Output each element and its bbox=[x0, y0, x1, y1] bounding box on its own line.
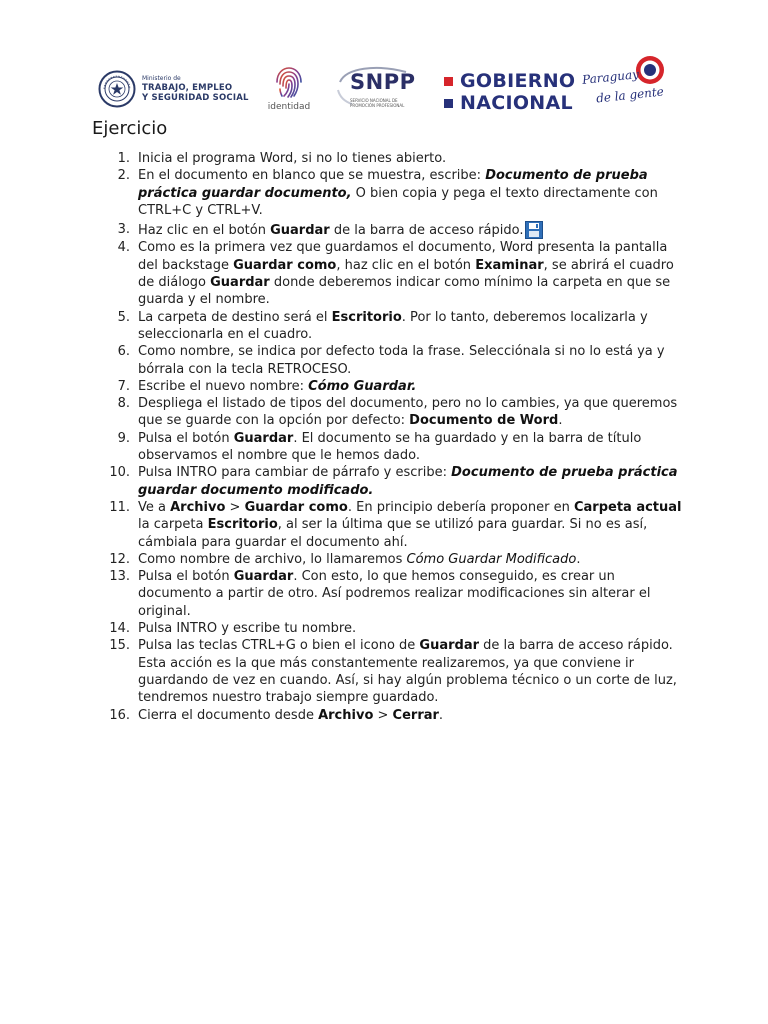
snpp-subtitle: SERVICIO NACIONAL DE PROMOCIÓN PROFESIONAL bbox=[350, 98, 405, 108]
list-item-text bbox=[138, 499, 682, 551]
ministry-line2: Y SEGURIDAD SOCIAL bbox=[142, 93, 249, 103]
list-item bbox=[92, 221, 682, 239]
list-item-text bbox=[138, 309, 682, 344]
bold-term: Carpeta actual bbox=[573, 499, 682, 515]
gobierno-line2: NACIONAL bbox=[460, 92, 573, 114]
paraguay-line1: Paraguay bbox=[581, 67, 640, 87]
list-item bbox=[92, 707, 682, 724]
bold-term: Guardar como bbox=[233, 257, 337, 273]
blue-square-icon bbox=[444, 99, 453, 108]
text-run: . El documento se ha guardado y en la barra de título observamos el nombre que le hemos dado. bbox=[138, 430, 642, 464]
gobierno-nacional-logo bbox=[444, 70, 575, 114]
bold-term: Escritorio bbox=[331, 309, 402, 325]
emphasis-text: Documento de prueba práctica guardar documento, bbox=[138, 168, 648, 201]
instruction-list bbox=[92, 150, 682, 724]
text-run: Pulsa las teclas CTRL+G o bien el icono de bbox=[138, 638, 420, 654]
bold-term: Archivo bbox=[318, 707, 374, 723]
bold-term: Guardar bbox=[210, 275, 270, 291]
fingerprint-icon bbox=[272, 64, 306, 100]
text-run: , haz clic en el botón bbox=[336, 257, 476, 273]
ministry-prefix: Ministerio de bbox=[142, 75, 181, 82]
list-item-number: 5. bbox=[117, 309, 130, 325]
italic-term: Cómo Guardar Modificado bbox=[406, 551, 577, 567]
bold-term: Escritorio bbox=[207, 517, 278, 533]
text-run: . bbox=[576, 551, 581, 567]
bold-term: Archivo bbox=[170, 499, 226, 515]
list-item bbox=[92, 309, 682, 344]
list-item-text bbox=[138, 167, 682, 219]
list-item bbox=[92, 620, 682, 637]
list-item bbox=[92, 395, 682, 430]
text-run: . Con esto, lo que hemos conseguido, es crear un documento a partir de otro. Así podremos realizar modificaciones sin alterar el original. bbox=[138, 569, 651, 619]
list-item bbox=[92, 499, 682, 551]
identidad-label: identidad bbox=[267, 102, 311, 112]
list-item-text bbox=[138, 378, 682, 395]
list-item-number: 15. bbox=[109, 638, 130, 654]
list-item-number: 13. bbox=[109, 569, 130, 585]
emphasis-text: Cómo Guardar. bbox=[308, 378, 417, 394]
identidad-logo bbox=[266, 64, 312, 112]
list-item-number: 7. bbox=[117, 378, 130, 394]
paraguay-de-la-gente-logo bbox=[578, 54, 670, 114]
list-item-number: 8. bbox=[117, 396, 130, 412]
list-item-text bbox=[138, 551, 682, 568]
list-item-text bbox=[138, 637, 682, 706]
text-run: de la barra de acceso rápido. bbox=[329, 223, 524, 239]
list-item-number: 16. bbox=[109, 707, 130, 723]
text-run: Pulsa el botón bbox=[138, 430, 234, 446]
list-item-text bbox=[138, 239, 682, 308]
text-run: . En principio debería proponer en bbox=[347, 499, 574, 515]
text-run: > bbox=[373, 707, 393, 723]
list-item bbox=[92, 378, 682, 395]
text-run: En el documento en blanco que se muestra, escribe: bbox=[138, 168, 486, 184]
page-title: Ejercicio bbox=[92, 118, 168, 139]
list-item-text bbox=[138, 707, 682, 724]
text-run: de la barra de acceso rápido. Esta acción es la que más constantemente realizaremos, ya que conviene ir guardando de vez en cuando. Así, si hay algún problema técnico o un corte de luz, tendremos nuestro trabajo siempre guardado. bbox=[138, 638, 677, 706]
bold-term: Cerrar bbox=[392, 707, 439, 723]
text-run: , se abrirá el cuadro de diálogo bbox=[138, 257, 674, 291]
text-run: O bien copia y pega el texto directamente con CTRL+C y CTRL+V. bbox=[138, 185, 658, 218]
text-run: Escribe el nuevo nombre: bbox=[138, 378, 309, 394]
list-item-text bbox=[138, 464, 682, 499]
bold-term: Guardar bbox=[233, 569, 294, 585]
text-run: . bbox=[558, 413, 563, 429]
text-run: Pulsa INTRO para cambiar de párrafo y escribe: bbox=[138, 465, 452, 481]
bold-term: Documento de Word bbox=[409, 413, 559, 429]
text-run: Pulsa INTRO y escribe tu nombre. bbox=[138, 621, 357, 637]
text-run: Como nombre, se indica por defecto toda la frase. Selecciónala si no lo está ya y bórrala con la tecla RETROCESO. bbox=[138, 344, 665, 377]
list-item bbox=[92, 464, 682, 499]
list-item-number: 12. bbox=[109, 551, 130, 567]
list-item bbox=[92, 239, 682, 308]
save-icon bbox=[525, 221, 543, 239]
list-item bbox=[92, 343, 682, 378]
bold-term: Guardar bbox=[233, 430, 294, 446]
list-item bbox=[92, 150, 682, 167]
flag-cockade-icon bbox=[634, 54, 666, 86]
paraguay-line2: de la gente bbox=[595, 84, 665, 106]
list-item bbox=[92, 167, 682, 219]
bold-term: Guardar bbox=[419, 638, 480, 654]
national-seal-icon bbox=[98, 70, 136, 108]
list-item-text bbox=[138, 620, 682, 637]
text-run: , al ser la última que se utilizó para guardar. Si no es así, cámbiala para guardar el documento ahí. bbox=[138, 517, 648, 550]
bold-term: Guardar bbox=[270, 223, 330, 239]
text-run: Haz clic en el botón bbox=[138, 223, 271, 239]
list-item-number: 10. bbox=[109, 465, 130, 481]
list-item-text bbox=[138, 568, 682, 620]
list-item-number: 9. bbox=[117, 430, 130, 446]
list-item-number: 11. bbox=[109, 499, 130, 515]
ministry-line1: TRABAJO, EMPLEO bbox=[142, 83, 233, 93]
text-run: Como nombre de archivo, lo llamaremos bbox=[138, 551, 407, 567]
text-run: Despliega el listado de tipos del documento, pero no lo cambies, ya que queremos que se guarde con la opción por defecto: bbox=[138, 396, 678, 429]
list-item-text bbox=[138, 395, 682, 430]
text-run: > bbox=[225, 499, 245, 515]
list-item-text bbox=[138, 430, 682, 465]
logo-header bbox=[0, 50, 768, 120]
text-run: Como es la primera vez que guardamos el documento, Word presenta la pantalla del backstage bbox=[138, 240, 668, 273]
list-item bbox=[92, 551, 682, 568]
text-run: . bbox=[438, 707, 444, 723]
list-item-number: 14. bbox=[109, 621, 130, 637]
gobierno-line1: GOBIERNO bbox=[460, 70, 576, 92]
snpp-name: SNPP bbox=[350, 70, 416, 94]
text-run: Cierra el documento desde bbox=[138, 707, 319, 723]
text-run: La carpeta de destino será el bbox=[138, 309, 332, 325]
list-item-number: 4. bbox=[117, 240, 130, 256]
text-run: Pulsa el botón bbox=[138, 569, 234, 585]
list-item bbox=[92, 637, 682, 706]
list-item-number: 6. bbox=[117, 344, 130, 360]
list-item-number: 3. bbox=[117, 222, 130, 238]
list-item-number: 1. bbox=[117, 151, 130, 166]
list-item-number: 2. bbox=[117, 168, 130, 184]
text-run: la carpeta bbox=[138, 517, 208, 533]
emphasis-text: Documento de prueba práctica guardar documento modificado. bbox=[138, 465, 678, 498]
text-run: donde deberemos indicar como mínimo la carpeta en que se guarda y el nombre. bbox=[138, 275, 671, 308]
bold-term: Examinar bbox=[475, 257, 544, 273]
text-run: Inicia el programa Word, si no lo tienes abierto. bbox=[138, 151, 447, 166]
list-item-text bbox=[138, 150, 682, 167]
text-run: Ve a bbox=[138, 499, 171, 515]
list-item-text bbox=[138, 221, 682, 239]
ministry-logo bbox=[98, 70, 249, 108]
list-item-text bbox=[138, 343, 682, 378]
list-item bbox=[92, 430, 682, 465]
list-item bbox=[92, 568, 682, 620]
red-square-icon bbox=[444, 77, 453, 86]
bold-term: Guardar como bbox=[244, 499, 348, 515]
text-run: . Por lo tanto, deberemos localizarla y seleccionarla en el cuadro. bbox=[138, 309, 648, 342]
